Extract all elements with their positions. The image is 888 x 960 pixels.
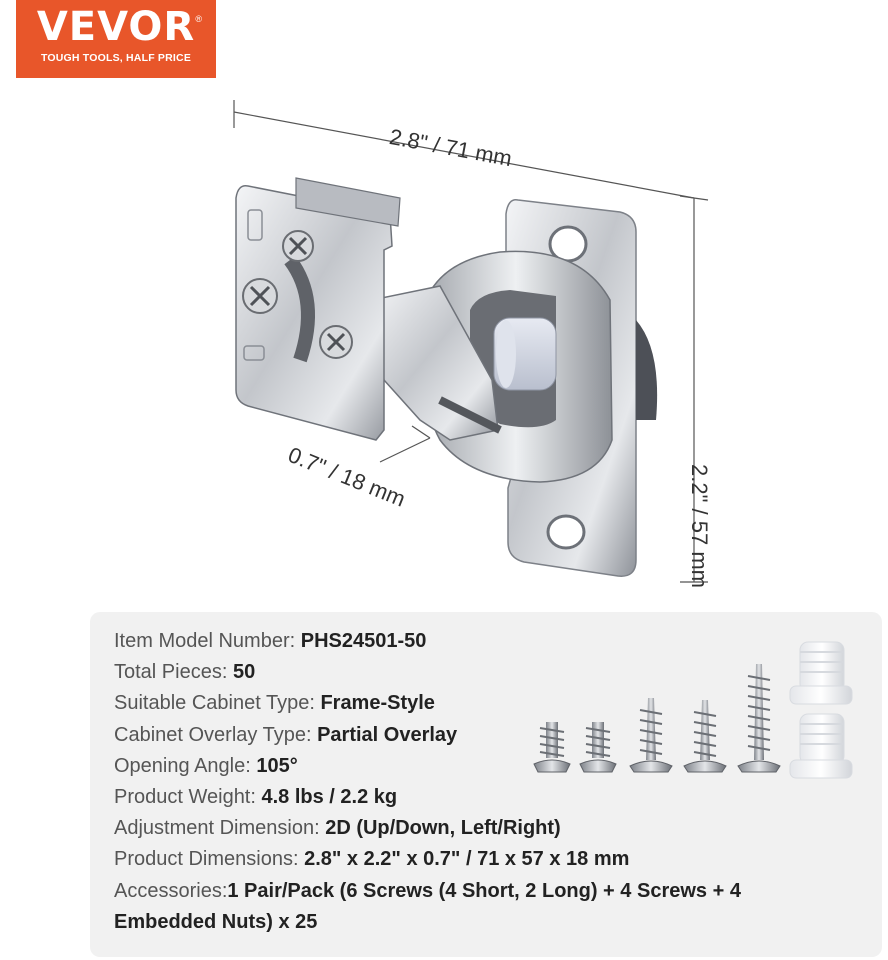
depth-dimension-label: 0.7" / 18 mm — [284, 442, 409, 512]
spec-value: 2.8" x 2.2" x 0.7" / 71 x 57 x 18 mm — [304, 848, 630, 871]
height-dimension-label: 2.2" / 57 mm — [687, 464, 712, 588]
spec-label: Opening Angle: — [114, 754, 257, 777]
embedded-nut-icon — [790, 642, 852, 704]
spec-row-dimensions — [114, 844, 804, 875]
logo-brand: VEVOR — [36, 4, 196, 50]
spec-label: Item Model Number: — [114, 630, 301, 652]
spec-value: Frame-Style — [320, 692, 435, 715]
logo-registered-mark: ® — [195, 14, 202, 24]
embedded-nut-icon — [790, 714, 852, 778]
spec-label: Product Weight: — [114, 786, 262, 809]
short-screw-icon — [580, 722, 616, 772]
spec-value: Partial Overlay — [317, 723, 458, 746]
spec-label: Accessories: — [114, 879, 228, 902]
spec-label: Product Dimensions: — [114, 848, 305, 871]
long-screw-icon — [738, 664, 780, 772]
accessories-image — [520, 630, 860, 790]
spec-label: Suitable Cabinet Type: — [114, 692, 321, 715]
short-screw-icon — [534, 722, 570, 772]
wood-screw-icon — [630, 698, 672, 772]
spec-row-adjustment — [114, 813, 804, 844]
spec-value: 1 Pair/Pack (6 Screws (4 Short, 2 Long) + 4 Screws + 4 Embedded Nuts) x 25 — [114, 879, 741, 933]
logo-tagline: TOUGH TOOLS, HALF PRICE — [40, 52, 192, 64]
spec-label: Adjustment Dimension: — [114, 817, 326, 840]
wood-screw-icon — [684, 700, 726, 772]
spec-value: 4.8 lbs / 2.2 kg — [261, 786, 398, 809]
spec-label: Total Pieces: — [114, 661, 233, 684]
width-dimension-label: 2.8" / 71 mm — [387, 124, 514, 172]
spec-row-accessories — [114, 876, 804, 938]
spec-value: 2D (Up/Down, Left/Right) — [325, 817, 561, 840]
spec-label: Cabinet Overlay Type: — [114, 723, 318, 746]
spec-value: PHS24501-50 — [300, 630, 427, 652]
spec-value: 50 — [232, 661, 256, 684]
spec-value: 105° — [256, 754, 298, 777]
